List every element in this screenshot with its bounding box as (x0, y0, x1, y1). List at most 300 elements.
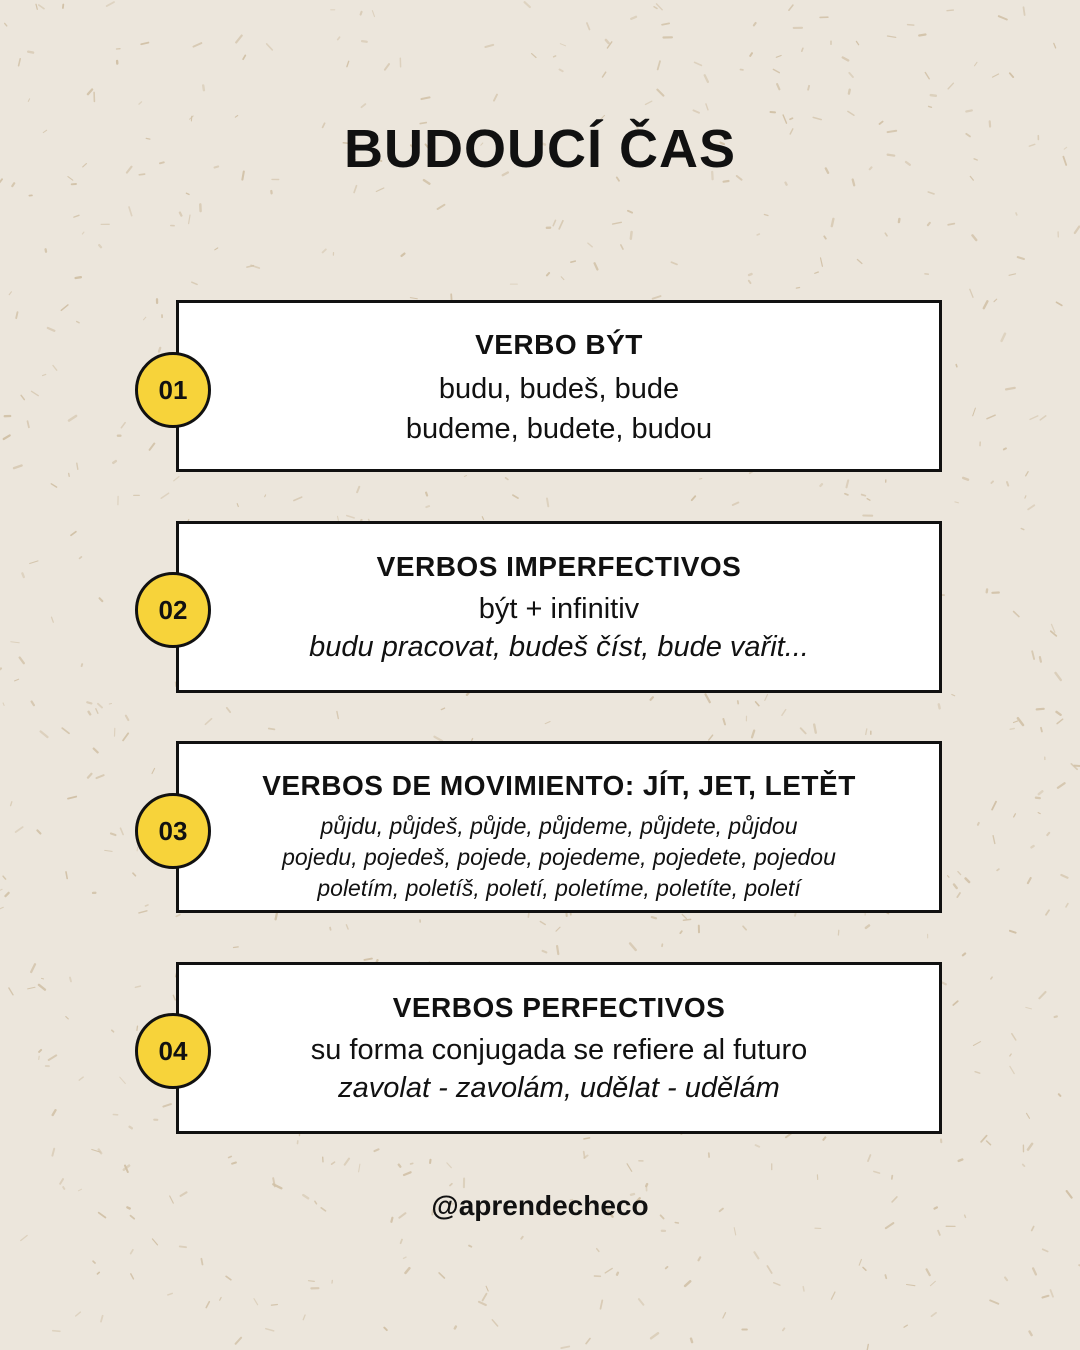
speckle (992, 802, 996, 810)
speckle (652, 917, 656, 918)
speckle (1038, 813, 1040, 814)
speckle (1051, 1290, 1054, 1297)
speckle (345, 1159, 349, 1165)
card-line-example: pojedu, pojedeš, pojede, pojedeme, pojedete, pojedou (282, 844, 836, 870)
speckle (4, 435, 10, 439)
speckle (323, 249, 326, 252)
speckle (48, 328, 54, 331)
speckle (447, 1163, 451, 1168)
speckle (808, 86, 809, 90)
speckle (682, 914, 686, 918)
speckle (981, 1136, 986, 1142)
speckle (5, 23, 7, 26)
speckle (653, 296, 661, 299)
speckle (867, 1344, 868, 1349)
speckle (789, 5, 793, 10)
speckle (764, 215, 768, 216)
speckle (1004, 448, 1006, 449)
speckle (595, 263, 598, 269)
speckle (16, 312, 17, 318)
speckle (1026, 1007, 1032, 1009)
speckle (959, 1160, 963, 1161)
speckle (885, 233, 887, 236)
speckle (96, 709, 98, 714)
speckle (338, 37, 340, 39)
speckle (53, 1110, 56, 1115)
speckle (98, 1272, 100, 1274)
speckle (757, 234, 759, 235)
speckle (1032, 1227, 1034, 1231)
speckle (993, 836, 995, 844)
speckle (28, 421, 29, 427)
speckle (796, 288, 799, 289)
speckle (605, 1268, 612, 1273)
speckle (823, 1137, 825, 1139)
speckle (192, 282, 197, 284)
speckle (39, 1050, 41, 1052)
card-line-example: poletím, poletíš, poletí, poletíme, poletíte, poletí (317, 875, 801, 901)
speckle (973, 1042, 980, 1046)
speckle (545, 722, 550, 724)
speckle (907, 1285, 915, 1286)
card-heading: VERBOS PERFECTIVOS (392, 992, 726, 1023)
speckle (987, 1141, 991, 1145)
speckle (1028, 505, 1034, 509)
speckle (847, 480, 849, 487)
speckle (1016, 213, 1017, 215)
speckle (12, 183, 14, 186)
card-verbos-perfectivos (176, 962, 942, 1134)
speckle (384, 1328, 387, 1331)
card-verbos-de-movimiento (176, 741, 942, 913)
speckle (803, 1287, 804, 1291)
speckle (543, 951, 547, 953)
speckle (180, 213, 182, 216)
speckle (1010, 1054, 1011, 1056)
speckle (859, 1260, 861, 1266)
speckle (1057, 712, 1061, 715)
speckle (953, 1001, 957, 1005)
speckle (952, 695, 955, 696)
speckle (76, 277, 81, 278)
speckle (657, 90, 663, 96)
speckle (267, 44, 273, 50)
speckle (3, 876, 6, 879)
speckle (930, 1281, 935, 1285)
speckle (6, 893, 9, 896)
speckle (30, 561, 38, 564)
speckle (271, 1305, 277, 1306)
speckle (724, 181, 729, 182)
speckle (346, 925, 348, 929)
speckle (639, 1299, 644, 1305)
card-line: su forma conjugada se refiere al futuro (310, 1034, 808, 1066)
speckle (991, 481, 993, 483)
speckle (975, 1072, 980, 1074)
speckle (705, 75, 708, 82)
speckle (15, 679, 19, 681)
speckle (908, 25, 914, 26)
speckle (482, 517, 483, 520)
speckle (832, 219, 834, 226)
speckle (963, 954, 965, 956)
speckle (1023, 1165, 1025, 1167)
speckle (925, 73, 929, 79)
speckle (41, 732, 48, 738)
speckle (69, 474, 70, 477)
speckle (613, 222, 622, 224)
speckle (194, 43, 202, 47)
speckle (1009, 274, 1015, 276)
speckle (853, 180, 855, 186)
speckle (899, 219, 900, 222)
speckle (205, 719, 211, 725)
speckle (723, 1313, 726, 1318)
speckle (886, 1223, 893, 1228)
speckle (777, 84, 779, 89)
speckle (956, 365, 957, 367)
speckle (587, 23, 590, 30)
speckle (662, 23, 669, 24)
speckle (375, 1149, 379, 1151)
speckle (1007, 482, 1008, 486)
speckle (1066, 904, 1068, 907)
speckle (1002, 334, 1005, 341)
speckle (849, 90, 850, 94)
speckle (203, 85, 204, 90)
speckle (928, 223, 930, 225)
speckle (1039, 791, 1043, 794)
speckle (411, 1163, 413, 1164)
speckle (867, 499, 870, 501)
speckle (137, 847, 138, 851)
speckle (113, 461, 116, 463)
speckle (112, 1030, 114, 1032)
speckle (220, 1298, 221, 1301)
speckle (666, 1267, 668, 1269)
speckle (120, 1077, 126, 1083)
speckle (892, 1176, 893, 1179)
speckle (547, 273, 549, 275)
speckle (109, 704, 111, 705)
speckle (628, 211, 632, 213)
speckle (52, 617, 54, 622)
speckle (1012, 1034, 1016, 1040)
speckle (1021, 529, 1024, 530)
speckle (42, 978, 44, 979)
speckle (991, 977, 992, 979)
speckle (66, 872, 67, 879)
speckle (532, 54, 536, 58)
card-verbo-byt (176, 300, 942, 472)
speckle (994, 299, 997, 302)
speckle (984, 301, 988, 308)
speckle (385, 64, 389, 70)
speckle (492, 1320, 497, 1326)
speckle (973, 235, 977, 240)
speckle (426, 493, 427, 496)
speckle (16, 827, 23, 832)
speckle (303, 1315, 305, 1320)
card-verbos-imperfectivos (176, 521, 942, 693)
speckle (97, 775, 104, 778)
speckle (601, 1300, 603, 1308)
speckle (32, 391, 39, 395)
speckle (671, 262, 677, 264)
speckle (469, 1246, 471, 1247)
speckle (1014, 814, 1016, 817)
speckle (101, 1316, 103, 1322)
speckle (1057, 719, 1063, 723)
speckle (786, 1134, 791, 1138)
speckle (749, 274, 751, 275)
speckle (1032, 846, 1034, 847)
speckle (276, 914, 277, 920)
speckle (654, 7, 657, 9)
speckle (786, 183, 787, 185)
speckle (966, 110, 972, 111)
speckle (750, 53, 752, 56)
speckle (404, 1257, 407, 1258)
speckle (525, 2, 530, 7)
speckle (973, 408, 976, 416)
speckle (74, 215, 79, 217)
speckle (919, 35, 925, 36)
speckle (28, 52, 33, 53)
speckle (137, 1026, 138, 1030)
speckle (20, 658, 24, 664)
speckle (651, 697, 653, 700)
speckle (189, 215, 190, 224)
speckle (993, 74, 999, 77)
speckle (752, 731, 754, 738)
number-badge: 01 (135, 352, 211, 428)
speckle (399, 1165, 401, 1167)
speckle (584, 1138, 590, 1139)
speckle (404, 1172, 411, 1175)
speckle (80, 557, 82, 559)
speckle (814, 725, 816, 733)
speckle (782, 710, 786, 716)
speckle (603, 72, 606, 77)
number-badge: 04 (135, 1013, 211, 1089)
speckle (1027, 1113, 1030, 1118)
speckle (99, 1150, 102, 1154)
speckle (180, 1246, 186, 1247)
speckle (66, 1017, 69, 1019)
speckle (1010, 73, 1013, 77)
speckle (783, 1328, 785, 1330)
speckle (28, 99, 29, 102)
speckle (131, 1250, 133, 1254)
speckle (401, 1240, 402, 1244)
card-line-example: půjdu, půjdeš, půjde, půjdeme, půjdete, půjdou (320, 813, 798, 839)
speckle (69, 416, 76, 421)
speckle (586, 1339, 590, 1344)
speckle (269, 729, 275, 730)
speckle (129, 207, 132, 216)
speckle (439, 1273, 444, 1278)
speckle (485, 45, 493, 47)
speckle (554, 56, 556, 57)
speckle (135, 986, 140, 987)
speckle (0, 907, 3, 910)
speckle (1028, 1144, 1032, 1150)
speckle (617, 1273, 618, 1275)
speckle (1040, 657, 1041, 662)
speckle (1028, 878, 1031, 883)
speckle (265, 495, 266, 497)
speckle (0, 669, 1, 674)
speckle (843, 58, 848, 61)
speckle (1043, 1249, 1048, 1251)
speckle (957, 893, 960, 897)
speckle (98, 704, 102, 708)
speckle (966, 879, 970, 883)
speckle (438, 205, 445, 209)
speckle (528, 913, 529, 917)
speckle (560, 44, 565, 46)
speckle (987, 415, 995, 419)
speckle (561, 1347, 569, 1349)
speckle (52, 1149, 54, 1156)
speckle (975, 62, 978, 66)
speckle (621, 245, 623, 249)
speckle (235, 116, 237, 118)
speckle (53, 366, 57, 371)
speckle (21, 1236, 27, 1241)
card-line-example: zavolat - zavolám, udělat - udělám (338, 1072, 780, 1104)
speckle (929, 106, 932, 107)
speckle (963, 478, 968, 480)
speckle (1058, 783, 1065, 788)
speckle (680, 931, 682, 933)
speckle (776, 56, 781, 58)
speckle (1026, 472, 1028, 476)
speckle (77, 322, 79, 323)
speckle (815, 272, 819, 273)
speckle (606, 40, 609, 43)
speckle (802, 48, 803, 51)
speckle (1059, 1094, 1061, 1096)
speckle (133, 873, 135, 876)
speckle (1075, 227, 1079, 233)
speckle (19, 59, 21, 66)
card-line: budeme, budete, budou (405, 413, 713, 445)
speckle (709, 735, 713, 740)
speckle (186, 193, 189, 194)
speckle (631, 232, 632, 239)
speckle (999, 16, 1007, 19)
card-heading: VERBOS DE MOVIMIENTO: JÍT, JET, LETĚT (262, 770, 856, 801)
speckle (756, 702, 759, 706)
speckle (94, 749, 98, 753)
speckle (206, 1302, 209, 1308)
speckle (506, 478, 508, 480)
speckle (754, 1252, 758, 1258)
speckle (424, 180, 430, 184)
speckle (237, 504, 238, 507)
card-line-example: budu pracovat, budeš číst, bude vařit... (309, 631, 809, 663)
speckle (130, 1127, 132, 1129)
speckle (1037, 709, 1044, 710)
speckle (51, 484, 56, 487)
speckle (584, 1152, 585, 1158)
speckle (1032, 651, 1034, 659)
speckle (88, 90, 92, 95)
speckle (743, 926, 746, 929)
card-heading: VERBO BÝT (475, 329, 643, 360)
speckle (1043, 1296, 1049, 1298)
speckle (756, 1145, 760, 1147)
speckle (37, 830, 40, 833)
speckle (89, 712, 91, 715)
speckle (767, 1266, 771, 1273)
speckle (53, 1331, 60, 1332)
speckle (866, 926, 869, 928)
speckle (362, 104, 366, 107)
speckle (556, 927, 560, 931)
speckle (479, 1302, 486, 1305)
speckle (60, 1179, 63, 1184)
speckle (1057, 302, 1062, 305)
speckle (31, 964, 35, 972)
speckle (821, 258, 823, 266)
speckle (866, 729, 867, 735)
speckle (848, 111, 854, 115)
speckle (450, 1184, 452, 1186)
speckle (733, 503, 739, 506)
speckle (754, 23, 756, 25)
speckle (1018, 718, 1023, 725)
speckle (1010, 931, 1016, 933)
speckle (571, 261, 575, 262)
speckle (885, 1275, 886, 1278)
speckle (144, 317, 146, 320)
speckle (76, 1312, 81, 1316)
speckle (402, 254, 405, 256)
speckle (176, 915, 180, 917)
speckle (1033, 1268, 1036, 1274)
social-handle: @aprendecheco (431, 1190, 649, 1221)
speckle (152, 1239, 157, 1245)
speckle (970, 289, 973, 297)
speckle (955, 502, 959, 503)
speckle (820, 484, 822, 486)
speckle (87, 702, 91, 703)
speckle (455, 1327, 456, 1329)
speckle (93, 1261, 95, 1263)
speckle (426, 506, 429, 507)
speckle (107, 2, 114, 6)
speckle (121, 423, 125, 428)
speckle (150, 444, 155, 450)
speckle (141, 43, 148, 45)
speckle (71, 532, 76, 536)
speckle (862, 495, 866, 496)
speckle (483, 1294, 487, 1301)
speckle (630, 943, 636, 950)
speckle (410, 298, 417, 299)
speckle (254, 1299, 258, 1305)
speckle (309, 1281, 315, 1282)
speckle (201, 1259, 202, 1265)
speckle (215, 248, 218, 250)
speckle (337, 712, 338, 719)
speckle (361, 12, 362, 15)
speckle (954, 885, 957, 889)
speckle (77, 463, 78, 469)
